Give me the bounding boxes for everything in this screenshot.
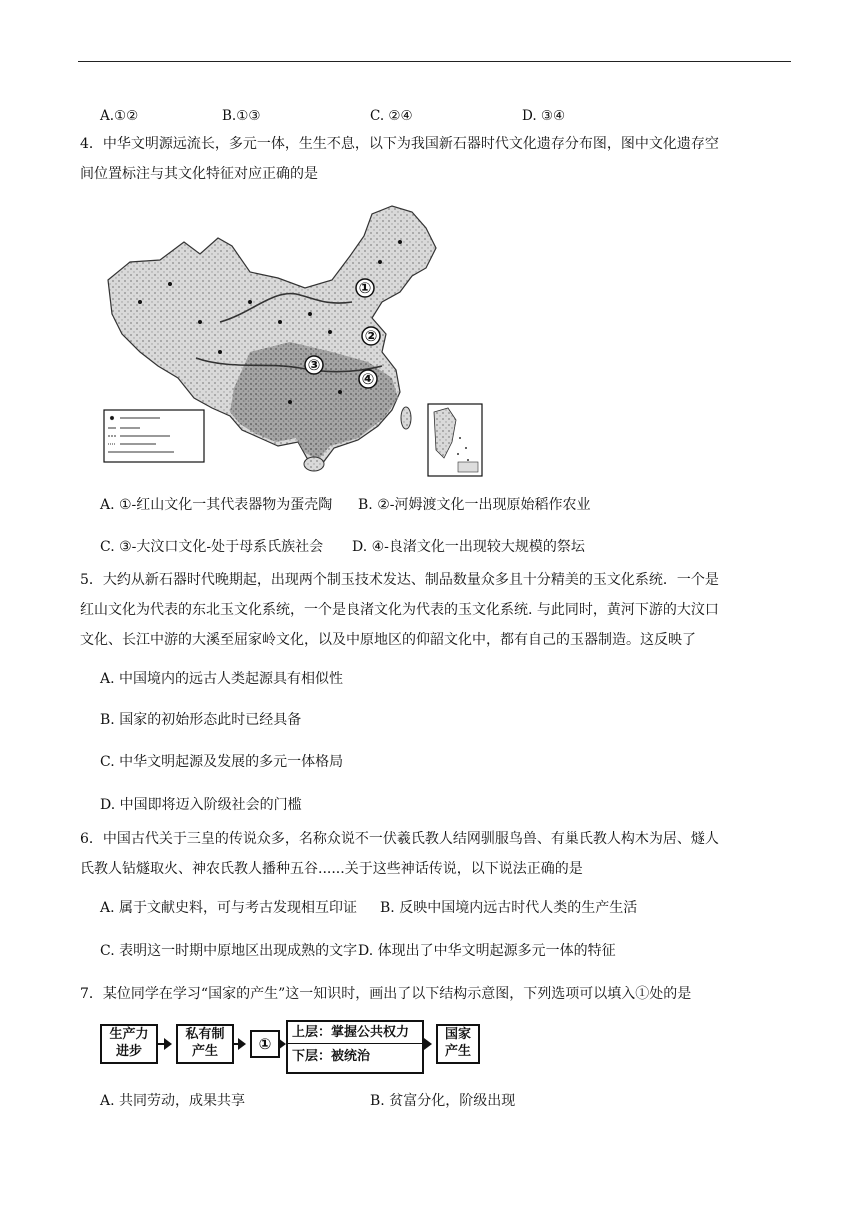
- diagram-box-classes: [286, 1020, 424, 1074]
- q6-option-d[interactable]: D. 体现出了中华文明起源多元一体的特征: [358, 943, 616, 959]
- q3-option-c[interactable]: C. ②④: [370, 108, 413, 124]
- diagram-box-private-property-line2: 产生: [191, 1044, 218, 1059]
- q5-option-a[interactable]: A. 中国境内的远古人类起源具有相似性: [100, 671, 344, 687]
- diagram-box-private-property-line1: 私有制: [185, 1027, 225, 1042]
- diagram-arrow-3: [280, 1043, 284, 1045]
- map-marker-2: ②: [364, 327, 378, 345]
- diagram-arrow-2: [234, 1043, 244, 1045]
- q7-option-a[interactable]: A. 共同劳动，成果共享: [100, 1093, 246, 1109]
- q6-stem-line2: 氏教人钻燧取火、神农氏教人播种五谷......关于这些神话传说，以下说法正确的是: [80, 861, 583, 877]
- q3-option-d[interactable]: D. ③④: [522, 108, 566, 124]
- q4-option-d[interactable]: D. ④-良渚文化一出现较大规模的祭坛: [352, 539, 585, 555]
- q6-option-b[interactable]: B. 反映中国境内远古时代人类的生产生活: [380, 900, 638, 916]
- q4-option-b[interactable]: B. ②-河姆渡文化一出现原始稻作农业: [358, 497, 591, 513]
- q4-option-a[interactable]: A. ①-红山文化一其代表器物为蛋壳陶: [100, 497, 333, 513]
- q4-option-c[interactable]: C. ③-大汶口文化-处于母系氏族社会: [100, 539, 324, 555]
- south-china-sea-inset: [428, 404, 482, 476]
- diagram-box-productivity-line1: 生产力: [109, 1027, 149, 1042]
- q3-option-a[interactable]: A.①②: [100, 108, 139, 124]
- diagram-box-state-line1: 国家: [444, 1027, 471, 1042]
- diagram-box-state-line2: 产生: [444, 1044, 471, 1059]
- header-rule: [78, 61, 791, 62]
- diagram-box-productivity-line2: 进步: [115, 1044, 142, 1059]
- q5-stem-line3: 文化、长江中游的大溪至屈家岭文化，以及中原地区的仰韶文化中，都有自己的玉器制造。这反映了: [80, 632, 696, 648]
- state-formation-diagram: [100, 1020, 480, 1076]
- diagram-arrow-1: [158, 1043, 170, 1045]
- map-marker-1: ①: [358, 279, 372, 297]
- diagram-box-state: [436, 1024, 480, 1064]
- q3-option-b[interactable]: B.①③: [222, 108, 261, 124]
- q5-option-c[interactable]: C. 中华文明起源及发展的多元一体格局: [100, 754, 344, 770]
- diagram-arrow-4: [424, 1043, 430, 1045]
- q6-option-c[interactable]: C. 表明这一时期中原地区出现成熟的文字: [100, 943, 358, 959]
- diagram-upper-class: 上层：掌握公共权力: [288, 1022, 422, 1044]
- map-marker-3: ③: [307, 356, 321, 374]
- q7-option-b[interactable]: B. 贫富分化，阶级出现: [370, 1093, 516, 1109]
- q5-stem-line2: 红山文化为代表的东北玉文化系统，一个是良渚文化为代表的玉文化系统. 与此同时，黄河下游的大汶口: [80, 602, 719, 618]
- neolithic-culture-map: [100, 202, 486, 480]
- q5-option-b[interactable]: B. 国家的初始形态此时已经具备: [100, 712, 302, 728]
- q7-stem-line1: 7．某位同学在学习“国家的产生”这一知识时，画出了以下结构示意图，下列选项可以填入①处的是: [80, 986, 692, 1002]
- map-marker-4: ④: [361, 370, 375, 388]
- q6-stem-line1: 6．中国古代关于三皇的传说众多，名称众说不一伏羲氏教人结网驯服鸟兽、有巢氏教人构木为居、燧人: [80, 831, 719, 847]
- map-legend: [104, 410, 204, 462]
- q5-stem-line1: 5．大约从新石器时代晚期起，出现两个制玉技术发达、制品数量众多且十分精美的玉文化系统．一个是: [80, 572, 719, 588]
- diagram-box-productivity: [100, 1024, 158, 1064]
- diagram-box-private-property: [176, 1024, 234, 1064]
- q6-option-a[interactable]: A. 属于文献史料，可与考古发现相互印证: [100, 900, 358, 916]
- hainan-island: [304, 457, 324, 471]
- q4-stem-line2: 间位置标注与其文化特征对应正确的是: [80, 166, 318, 182]
- taiwan-island: [401, 407, 411, 429]
- diagram-lower-class: 下层：被统治: [292, 1049, 371, 1064]
- diagram-box-blank: ①: [250, 1030, 280, 1058]
- q4-stem-line1: 4．中华文明源远流长，多元一体，生生不息，以下为我国新石器时代文化遗存分布图，图中文化遗存空: [80, 136, 719, 152]
- q5-option-d[interactable]: D. 中国即将迈入阶级社会的门槛: [100, 797, 302, 813]
